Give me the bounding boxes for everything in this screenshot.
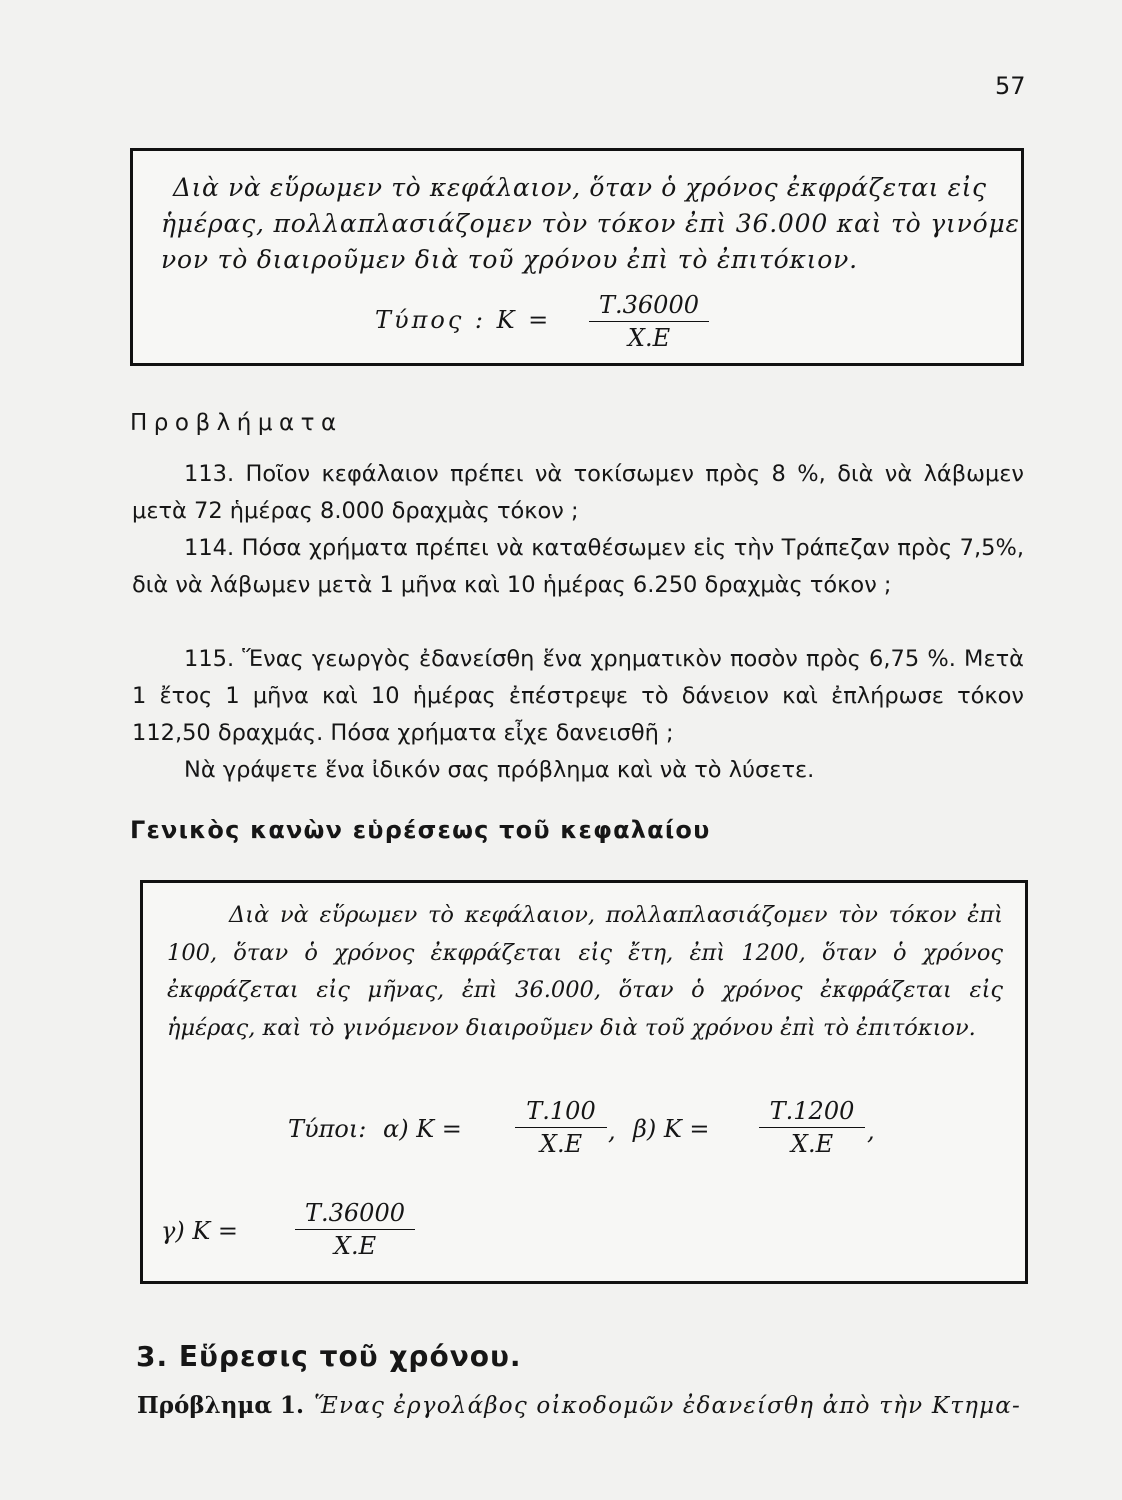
problem-1-label: Πρόβλημα 1. bbox=[137, 1392, 305, 1419]
own-problem-instruction bbox=[132, 752, 1024, 789]
formula-c-numerator: Τ.36000 bbox=[295, 1199, 415, 1230]
general-rule-body: Διὰ νὰ εὕρωμεν τὸ κεφάλαιον, πολλαπλασιάζομεν τὸν τόκον ἐπὶ 100, ὅταν ὁ χρόνος ἐκφράζεται εἰς ἔτη, ἐπὶ 1200, ὅταν ὁ χρόνος ἐκφράζεται εἰς μῆνας, ἐπὶ 36.000, ὅταν ὁ χρόνος ἐκφράζεται εἰς ἡμέρας, καὶ τὸ γινόμενον διαιροῦμεν διὰ τοῦ χρόνου ἐπὶ τὸ ἐπιτόκιον. bbox=[167, 902, 1003, 1041]
formula-label: Τύπος : Κ = bbox=[375, 306, 552, 334]
comma: , bbox=[608, 1117, 616, 1145]
formulas-label: Τύποι: bbox=[288, 1115, 367, 1143]
formula-b-numerator: Τ.1200 bbox=[759, 1097, 865, 1128]
formula-b-denominator: Χ.Ε bbox=[790, 1130, 834, 1158]
formula-a-denominator: Χ.Ε bbox=[539, 1130, 583, 1158]
rule-box-days bbox=[130, 148, 1024, 366]
page-number: 57 bbox=[995, 72, 1026, 100]
formula-a-label: α) Κ = bbox=[383, 1115, 462, 1143]
formula-c-denominator: Χ.Ε bbox=[333, 1232, 377, 1260]
problem-114 bbox=[132, 530, 1024, 604]
general-rule-text bbox=[167, 897, 1003, 1047]
rule-text-line: ἡμέρας, πολλαπλασιάζομεν τὸν τόκον ἐπὶ 36.000 καὶ τὸ γινόμε bbox=[161, 209, 1020, 238]
problem-1 bbox=[137, 1392, 1025, 1419]
formula-numerator: Τ.36000 bbox=[589, 291, 709, 322]
formula-b-fraction bbox=[759, 1097, 865, 1158]
general-rule-heading: Γενικὸς κανὼν εὑρέσεως τοῦ κεφαλαίου bbox=[130, 816, 711, 844]
rule-text-line: νον τὸ διαιροῦμεν διὰ τοῦ χρόνου ἐπὶ τὸ ἐπιτόκιον. bbox=[161, 245, 858, 274]
rule-text-line: Διὰ νὰ εὕρωμεν τὸ κεφάλαιον, ὅταν ὁ χρόνος ἐκφράζεται εἰς bbox=[173, 173, 987, 202]
problem-text: Νὰ γράψετε ἕνα ἰδικόν σας πρόβλημα καὶ νὰ τὸ λύσετε. bbox=[184, 757, 815, 783]
problem-text: 115. Ἕνας γεωργὸς ἐδανείσθη ἕνα χρηματικὸν ποσὸν πρὸς 6,75 %. Μετὰ 1 ἔτος 1 μῆνα καὶ 10 ἡμέρας ἐπέστρεψε τὸ δάνειον καὶ ἐπλήρωσε τόκον 112,50 δραχμάς. Πόσα χρήματα εἶχε δανεισθῆ ; bbox=[132, 646, 1024, 746]
general-rule-box bbox=[140, 880, 1028, 1284]
formula-b-label: β) Κ = bbox=[633, 1115, 710, 1143]
formula-a-fraction bbox=[515, 1097, 607, 1158]
problem-text: 113. Ποῖον κεφάλαιον πρέπει νὰ τοκίσωμεν πρὸς 8 %, διὰ νὰ λάβωμεν μετὰ 72 ἡμέρας 8.000 δραχμὰς τόκον ; bbox=[132, 461, 1024, 524]
formula-fraction bbox=[589, 291, 709, 352]
formula-c-fraction bbox=[295, 1199, 415, 1260]
comma: , bbox=[867, 1117, 875, 1145]
problem-115 bbox=[132, 641, 1024, 752]
problem-113 bbox=[132, 456, 1024, 530]
formula-c-label: γ) Κ = bbox=[161, 1217, 239, 1245]
formula-denominator: Χ.Ε bbox=[627, 324, 671, 352]
problem-text: 114. Πόσα χρήματα πρέπει νὰ καταθέσωμεν εἰς τὴν Τράπεζαν πρὸς 7,5%, διὰ νὰ λάβωμεν μετὰ 1 μῆνα καὶ 10 ἡμέρας 6.250 δραχμὰς τόκον ; bbox=[132, 535, 1024, 598]
section-3-heading: 3. Εὕρεσις τοῦ χρόνου. bbox=[136, 1340, 522, 1373]
formula-a-numerator: Τ.100 bbox=[515, 1097, 607, 1128]
problems-heading: Προβλήματα bbox=[130, 410, 343, 436]
problem-1-text: Ἕνας ἐργολάβος οἰκοδομῶν ἐδανείσθη ἀπὸ τὴν Κτημα- bbox=[314, 1393, 1021, 1419]
